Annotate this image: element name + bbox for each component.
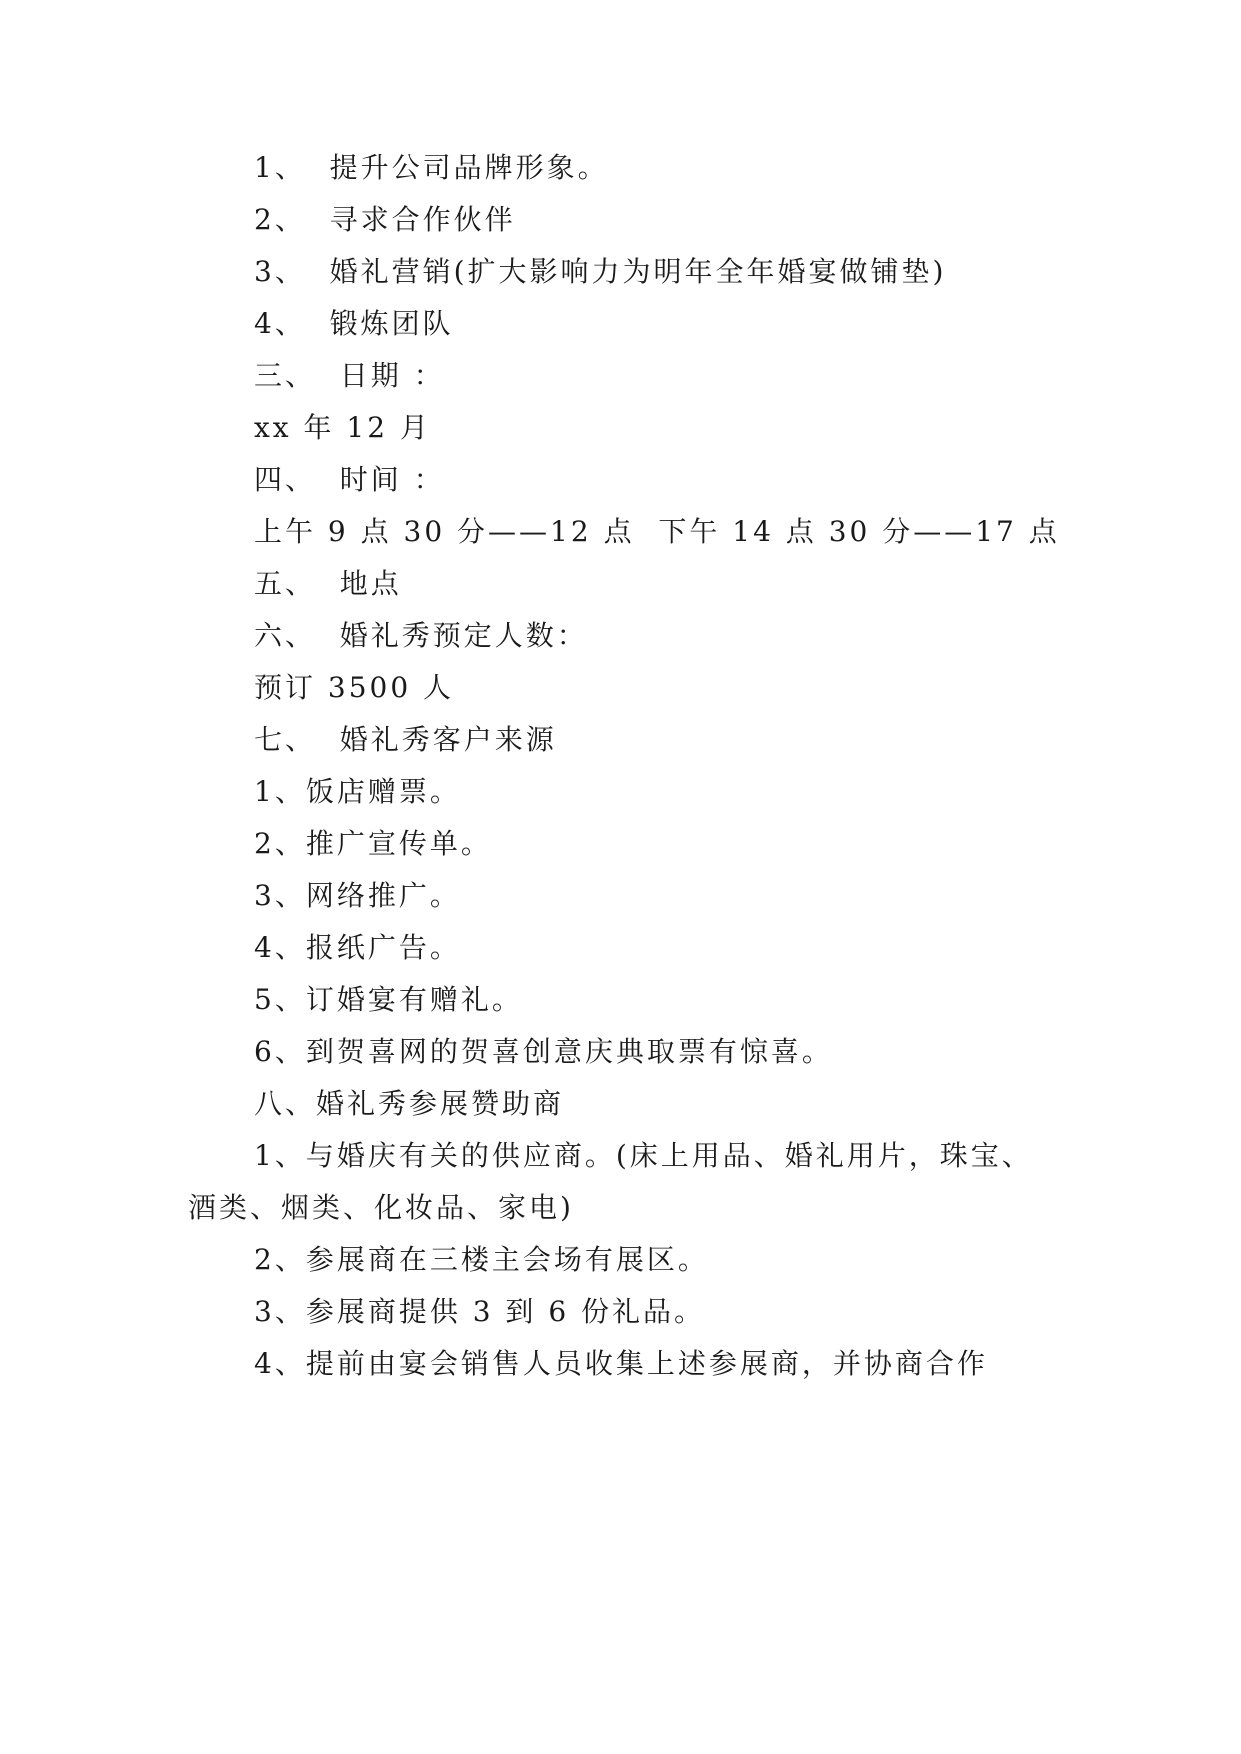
text-line: 上午 9 点 30 分——12 点 下午 14 点 30 分——17 点 [254,515,1060,548]
list-item: 2、参展商在三楼主会场有展区。 [254,1243,709,1276]
list-item: 2、推广宣传单。 [254,827,492,860]
section-heading: 三、 日期 ： [254,359,445,392]
list-item: 4、提前由宴会销售人员收集上述参展商，并协商合作 [254,1347,988,1380]
list-item: 5、订婚宴有赠礼。 [254,983,523,1016]
text-line: 4、 锻炼团队 [254,307,454,340]
list-item: 4、报纸广告。 [254,931,461,964]
list-item: 1、与婚庆有关的供应商。(床上用品、婚礼用片，珠宝、 [254,1139,1033,1172]
list-item-continuation: 酒类、烟类、化妆品、家电) [188,1191,574,1224]
list-item: 6、到贺喜网的贺喜创意庆典取票有惊喜。 [254,1035,833,1068]
list-item: 3、网络推广。 [254,879,461,912]
section-heading: 七、 婚礼秀客户来源 [254,723,557,756]
text-line: xx 年 12 月 [254,411,431,444]
list-item: 3、参展商提供 3 到 6 份礼品。 [254,1295,706,1328]
section-heading: 六、 婚礼秀预定人数： [254,619,588,652]
text-line: 3、 婚礼营销(扩大影响力为明年全年婚宴做铺垫) [254,255,947,288]
section-heading: 四、 时间 ： [254,463,445,496]
text-line: 2、 寻求合作伙伴 [254,203,516,236]
section-heading: 五、 地点 [254,567,402,600]
list-item: 1、饭店赠票。 [254,775,461,808]
text-line: 预订 3500 人 [254,671,455,704]
text-line: 1、 提升公司品牌形象。 [254,151,609,184]
section-heading: 八、婚礼秀参展赞助商 [254,1087,565,1120]
